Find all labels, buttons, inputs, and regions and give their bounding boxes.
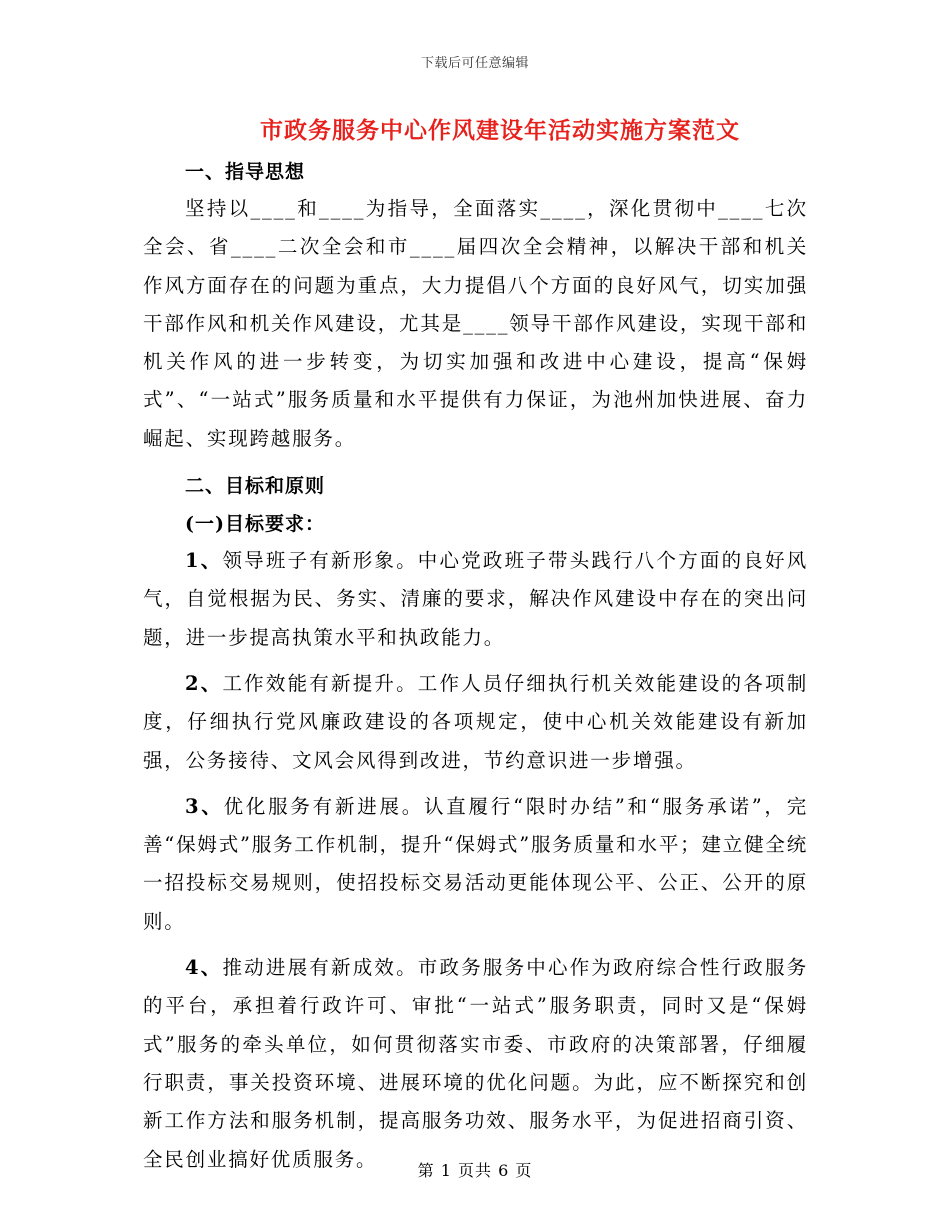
subheading-goal-requirements: (一)目标要求：: [185, 513, 325, 536]
list-item-3-text: 优化服务有新进展。认直履行“限时办结”和“服务承诺”，完善“保姆式”服务工作机制，提升“保姆式”服务质量和水平；建立健全统一招投标交易规则，使招投标交易活动更能体现公平、公正、公开的原则。: [143, 794, 808, 933]
list-item-1: [143, 542, 808, 657]
section-heading-goals-principles: 二、目标和原则: [185, 475, 326, 498]
list-item-3: [143, 788, 808, 941]
paragraph-guiding-ideology: 坚持以____和____为指导，全面落实____，深化贯彻中____七次全会、省____二次全会和市____届四次全会精神，以解决干部和机关作风方面存在的问题为重点，大力提倡八个方面的良好风气，切实加强干部作风和机关作风建设，尤其是____领导干部作风建设，实现干部和机关作风的进一步转变，为切实加强和改进中心建设，提高“保姆式”、“一站式”服务质量和水平提供有力保证，为池州加快进展、奋力崛起、实现跨越服务。: [143, 197, 808, 450]
page-header: 下载后可任意编辑: [420, 56, 529, 71]
list-item-1-label: 1、: [185, 549, 223, 573]
document-body: [143, 152, 808, 1179]
list-item-4-text: 推动进展有新成效。市政务服务中心作为政府综合性行政服务的平台，承担着行政许可、审批“一站式”服务职责，同时又是“保姆式”服务的牵头单位，如何贯彻落实市委、市政府的决策部署，仔细履行职责，事关投资环境、进展环境的优化问题。为此，应不断探究和创新工作方法和服务机制，提高服务功效、服务水平，为促进招商引资、全民创业搞好优质服务。: [143, 956, 809, 1171]
list-item-1-text: 领导班子有新形象。中心党政班子带头践行八个方面的良好风气，自觉根据为民、务实、清廉的要求，解决作风建设中存在的突出问题，进一步提高执策水平和执政能力。: [143, 549, 809, 649]
document-title: 市政务服务中心作风建设年活动实施方案范文: [260, 117, 740, 144]
section-heading-guiding-ideology: 一、指导思想: [185, 161, 306, 183]
page-footer: 第 1 页共 6 页: [417, 1161, 533, 1180]
list-item-4: [143, 949, 808, 1179]
list-item-3-label: 3、: [185, 794, 224, 818]
list-item-4-label: 4、: [185, 956, 223, 980]
list-item-2-text: 工作效能有新提升。工作人员仔细执行机关效能建设的各项制度，仔细执行党风廉政建设的各项规定，使中心机关效能建设有新加强，公务接待、文风会风得到改进，节约意识进一步增强。: [143, 671, 809, 772]
list-item-2: [143, 665, 808, 780]
list-item-2-label: 2、: [185, 671, 223, 695]
